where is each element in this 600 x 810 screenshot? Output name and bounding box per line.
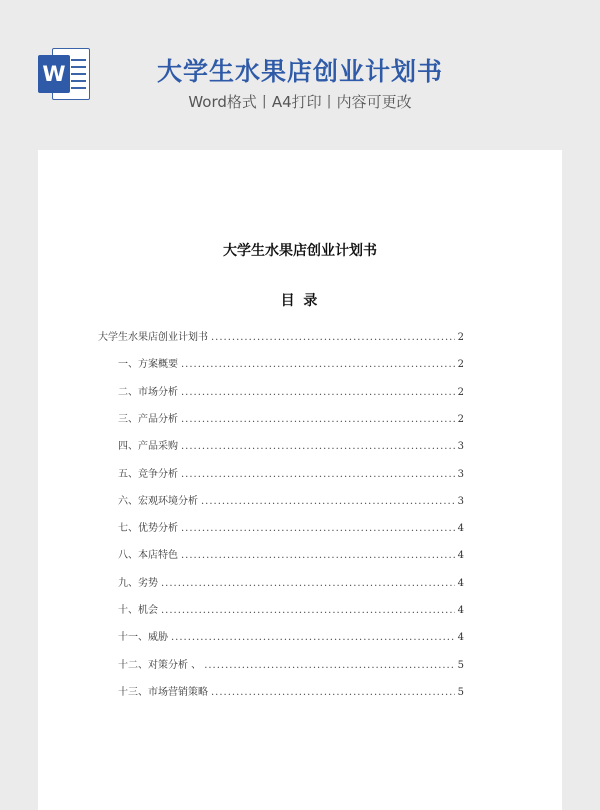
toc-dot-leader — [181, 550, 455, 561]
toc-entry-label: 十三、市场营销策略 — [118, 686, 208, 698]
document-page — [38, 150, 562, 810]
toc-entry-label: 三、产品分析 — [118, 413, 178, 425]
toc-dot-leader — [201, 496, 455, 507]
toc-entry-label: 十二、对策分析 、 — [118, 659, 202, 671]
toc-entry-page-number: 4 — [457, 632, 464, 644]
toc-entry-page-number: 2 — [457, 386, 464, 398]
toc-dot-leader — [161, 605, 455, 616]
toc-dot-leader — [181, 414, 455, 425]
toc-entry-page-number: 3 — [457, 495, 464, 507]
toc-entry-label: 七、优势分析 — [118, 523, 178, 535]
toc-entry-label: 六、宏观环境分析 — [118, 495, 198, 507]
document-title: 大学生水果店创业计划书 — [223, 243, 377, 259]
toc-entry[interactable] — [118, 410, 464, 428]
toc-entry-label: 十一、威胁 — [118, 632, 168, 644]
toc-entry-label: 大学生水果店创业计划书 — [98, 332, 208, 343]
toc-dot-leader — [211, 332, 455, 343]
toc-entry-page-number: 4 — [457, 550, 464, 562]
toc-entry-page-number: 4 — [457, 523, 464, 535]
toc-entry[interactable] — [118, 546, 464, 564]
toc-entry-page-number: 3 — [457, 468, 464, 480]
toc-entry[interactable] — [118, 355, 464, 373]
toc-entry-page-number: 4 — [457, 577, 464, 589]
toc-entry[interactable] — [118, 437, 464, 455]
toc-heading: 目 录 — [280, 293, 320, 309]
toc-entry-label: 十、机会 — [118, 605, 158, 616]
toc-entry[interactable] — [118, 601, 464, 619]
toc-entry[interactable] — [118, 383, 464, 401]
toc-entry-label: 一、方案概要 — [118, 359, 178, 371]
toc-entry-page-number: 2 — [457, 359, 464, 371]
toc-entry[interactable] — [118, 519, 464, 537]
toc-entry[interactable] — [118, 574, 464, 592]
toc-entry-page-number: 2 — [457, 332, 464, 343]
toc-entry-label: 八、本店特色 — [118, 550, 178, 562]
toc-entry[interactable] — [118, 628, 464, 646]
banner-title: 大学生水果店创业计划书 — [156, 57, 443, 86]
toc-entry-label: 五、竞争分析 — [118, 468, 178, 480]
toc-dot-leader — [181, 441, 455, 452]
toc-entry-label: 四、产品采购 — [118, 441, 178, 453]
toc-dot-leader — [171, 632, 455, 643]
toc-entry-page-number: 5 — [457, 686, 464, 698]
toc-dot-leader — [211, 687, 455, 698]
toc-entry[interactable] — [98, 328, 464, 346]
word-letter-badge: W — [38, 55, 70, 93]
toc-dot-leader — [161, 578, 455, 589]
toc-entry-label: 九、劣势 — [118, 577, 158, 589]
toc-entry-label: 二、市场分析 — [118, 386, 178, 398]
toc-entry[interactable] — [118, 492, 464, 510]
toc-entry[interactable] — [118, 465, 464, 483]
toc-dot-leader — [181, 359, 455, 370]
toc-dot-leader — [204, 660, 454, 671]
toc-entry[interactable] — [118, 656, 464, 674]
toc-entry-page-number: 2 — [457, 413, 464, 425]
header-banner — [0, 0, 600, 150]
toc-entry-page-number: 3 — [457, 441, 464, 453]
toc-dot-leader — [181, 469, 455, 480]
toc-entry-page-number: 4 — [457, 605, 464, 616]
banner-subtitle: Word格式丨A4打印丨内容可更改 — [188, 93, 412, 111]
toc-dot-leader — [181, 523, 455, 534]
toc-entry-page-number: 5 — [457, 659, 464, 671]
toc-dot-leader — [181, 387, 455, 398]
toc-entry[interactable] — [118, 683, 464, 701]
